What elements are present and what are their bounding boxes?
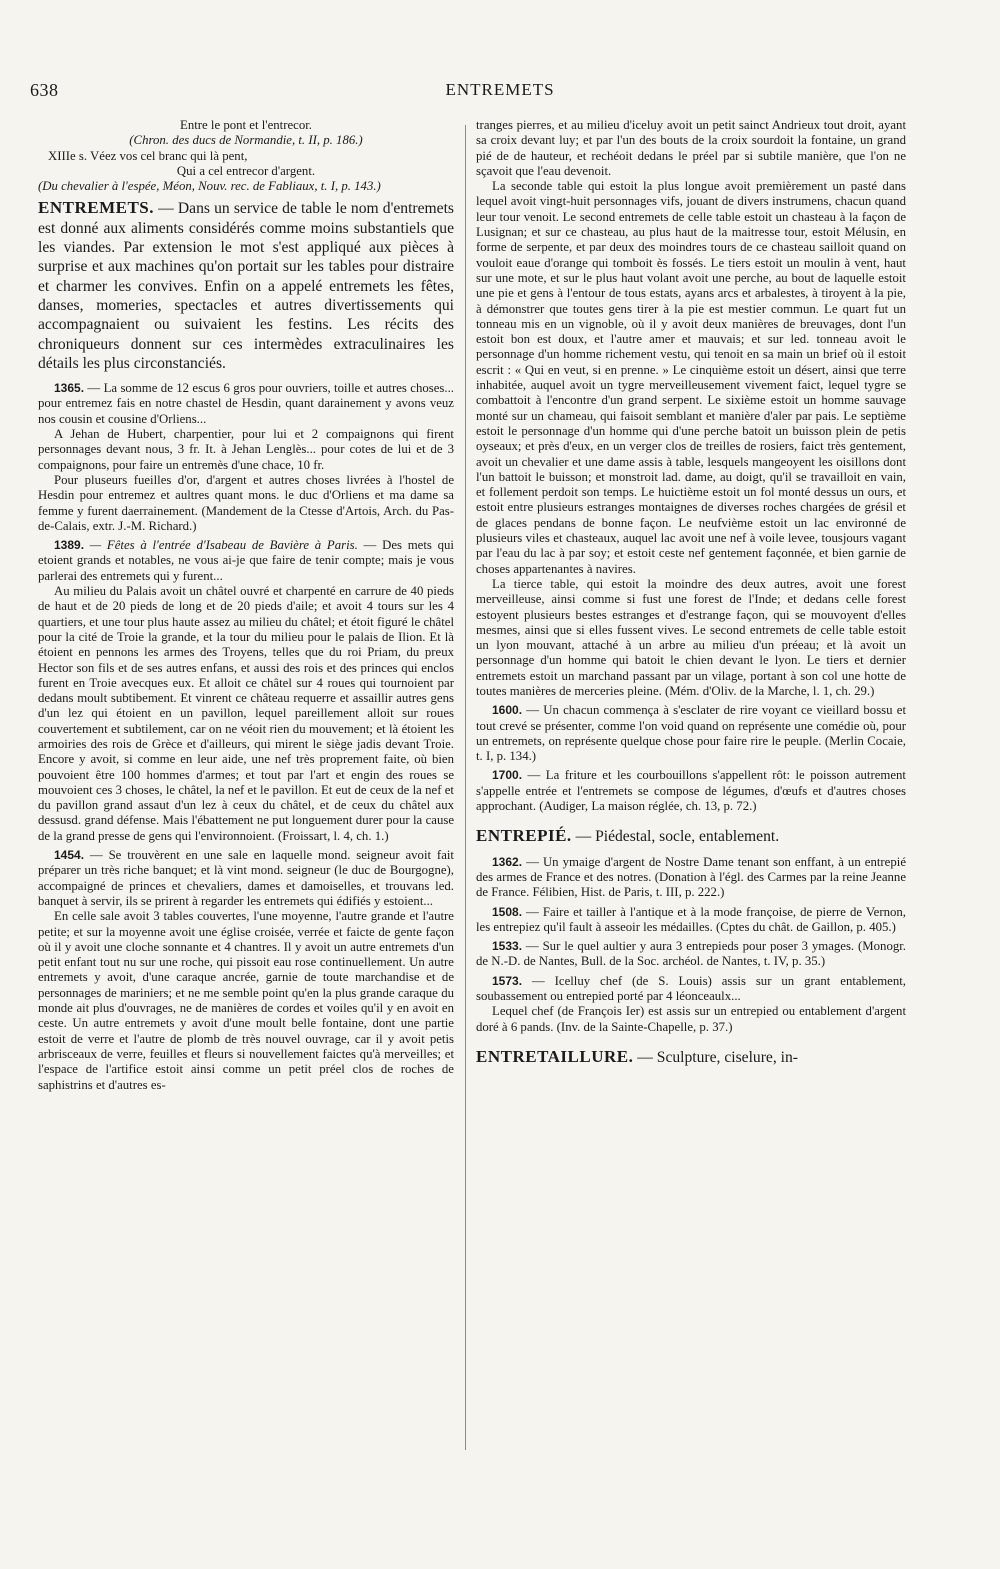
citation-source: (Chron. des ducs de Normandie, t. II, p. 186.): [129, 133, 363, 148]
citation-paragraph: Lequel chef (de François Ier) est assis sur un entrepied ou entablement d'argent doré à 6 pands. (Inv. de la Sainte-Chapelle, p. 37.): [476, 1004, 906, 1034]
citation-year: 1700.: [492, 768, 523, 783]
citation-source: (Du chevalier à l'espée, Méon, Nouv. rec. de Fabliaux, t. I, p. 143.): [38, 179, 381, 194]
citation-1389: [38, 538, 454, 584]
citation-paragraph: A Jehan de Hubert, charpentier, pour lui et 2 compaignons qui firent personnages devant nous, 3 fr. It. à Jehan Lenglès... pour cotes de lui et de 3 compaignons, pour faire un entremès d'une chace, 10 fr.: [38, 427, 454, 472]
citation-1600: [476, 703, 906, 764]
citation-1700: [476, 768, 906, 814]
column-divider: [465, 125, 466, 1450]
citation-1533: [476, 939, 906, 970]
citation-1508: [476, 905, 906, 936]
citation-paragraph: Pour pluseurs fueilles d'or, d'argent et autres choses livrées à l'hostel de Hesdin pour entremez et aultres quant mons. le duc d'Orliens et ma dame sa femme y furent daerrainement. (Mandement de la Ctesse d'Artois, Arch. du Pas-de-Calais, extr. J.-M. Richard.): [38, 472, 454, 533]
entry-entremets: [38, 198, 454, 373]
citation-year: 1362.: [492, 854, 523, 869]
citation-year: 1573.: [492, 973, 523, 988]
citation-text: — Icelluy chef (de S. Louis) assis sur un grant entablement, soubassement ou entrepied porté par 4 léonceaulx...: [476, 973, 906, 1004]
citation-text: — Un chacun commença à s'esclater de rire voyant ce vieillard bossu et tout crevé se présenter, comme l'on void quand on représente une comédie où, pour un entremets, on représente quelque chose pour faire rire le peuple. (Merlin Cocaie, t. I, p. 134.): [476, 703, 906, 764]
citation-year: 1365.: [54, 381, 85, 396]
citation-line: XIIIe s. Véez vos cel branc qui là pent,: [48, 148, 248, 163]
citation-1365: [38, 381, 454, 427]
citation-text: — Faire et tailler à l'antique et à la mode françoise, de pierre de Vernon, les entrepiez qu'il fault à asseoir les médailles. (Cptes du chât. de Gaillon, p. 405.): [476, 904, 906, 934]
entry-headword: ENTRETAILLURE.: [476, 1046, 634, 1066]
citation-paragraph: En celle sale avoit 3 tables couvertes, l'une moyenne, l'autre grande et l'autre petite; et sur la moyenne avoit une église croisée, verrée et faicte de gente façon où il y avoit une cloche sonnante et 4 chantres. Il y avoit un autre entremets d'un petit enfant tout nu sur une roche, qui pissoit eau rose continuellement. Un autre entremets y avoit, d'une caraque ancrée, garnie de toute marchandise et de personnages de mariniers; et ne me semble point qu'en la plus grande caraque du monde ait plus d'ouvrages, ne de manières de cordes et voiles qu'il y en avoit en ceste. Un autre entremets y avoit d'une moult belle fontaine, dont une partie estoit de verre et l'autre de plomb de très nouvel ouvrage, car il y avoit petis arbrisceaux de verre, feuilles et fleurs si nouvellement faictes qu'à merveilles; et l'espace de l'artifice estoit ainsi comme un petit préel clos de roches de saphistrins et d'autres es-: [38, 909, 454, 1092]
citation-text: — La somme de 12 escus 6 gros pour ouvriers, toille et autres choses... pour entremez fais en notre chastel de Hesdin, quant darainement y avons veuz nos cousin et cousine d'Orliens...: [38, 381, 454, 426]
entry-headword: ENTREMETS.: [38, 198, 154, 218]
page-header: [0, 80, 1000, 102]
running-title: ENTREMETS: [445, 80, 555, 99]
entry-entrepie: [476, 826, 906, 846]
citation-title: — Fêtes à l'entrée d'Isabeau de Bavière à Paris.: [84, 538, 358, 553]
citation-year: 1454.: [54, 848, 85, 863]
citation-paragraph: La seconde table qui estoit la plus longue avoit premièrement un pasté dans lequel avoit vingt-huit personnages vifs, jouant de divers instrumens, chacun quand leur tour venoit. Le second entremets de celle table estoit un chasteau à la façon de Lusignan; et sur ce chasteau, au plus haut de la maitresse tour, estoit Mélusin, en forme de serpente, et par deux des moindres tours de ce chasteau sailloit quand on vouloit eaue d'orange qui tomboit ès fossés. Le tiers estoit un moulin à vent, haut sur une mote, et sur le plus haut volant avoit une perche, au bout de laquelle estoit une pie et gens à l'entour de tous estats, ayans arcs et arbalestes, à tiroyent à la pie, à démonstrer que toutes gens tirer à la pie est mestier commun. Le quart fut un tonneau mis en un vignoble, où il y avoit deux manières de breuvages, dont l'un estoit bon est doux, et l'autre amer et mauvais; et sur led. tonneau avoit le personnage d'un homme richement vestu, qui tenoit en sa main un brief où il estoit escrit : « Qui en veut, si en prenne. » Le cinquième estoit un désert, ainsi que terre inhabitée, auquel avoit un tygre merveilleusement vivement faict, lequel tygre se combattoit à l'encontre d'un grand serpent. Le sixième estoit un homme sauvage monté sur un chameau, qui faisoit semblant et manière d'aler par pais. Le septième estoit le personnage d'un homme qui d'une perche batoit un buisson plein de petis oyseaux; et près d'eux, en un verger clos de treilles de rosiers, faict très gentement, avoit un chevalier et une dame assis à table, lesquels mangeoyent les oisillons dont l'un battoit le buisson; et monstroit lad. dame, au doigt, qu'il se travailloit en vain, et follement perdoit son temps. Le huictième estoit un fol monté dessus un ours, et estoit entre plusieurs estranges montaignes de diverses roches chargées de grésil et de glaces pendans de bonne façon. Le neufvième estoit un lac environné de plusieurs viles et chasteaux, auquel lac avoit une nef à voile levee, tousjours vagant par l'eau du lac à par soy; et estoit ceste nef gentement façonnée, et bien garnie de choses appartenantes à navires.: [476, 179, 906, 576]
citation-year: 1600.: [492, 703, 523, 718]
entry-definition: — Piédestal, socle, entablement.: [571, 828, 780, 846]
citation-1362: [476, 855, 906, 901]
entry-entretaillure: [476, 1047, 906, 1067]
entry-headword: ENTREPIÉ.: [476, 826, 572, 846]
citation-1454: [38, 848, 454, 909]
page-number: 638: [30, 80, 59, 100]
citation-text: — Un ymaige d'argent de Nostre Dame tenant son enffant, à un entrepié des armes de France et des notres. (Donation à l'égl. des Carmes par la reine Jeanne de France. Félibien, Hist. de Paris, t. III, p. 222.): [476, 854, 906, 900]
citation-year: 1533.: [492, 939, 523, 954]
citation-text: — Se trouvèrent en une sale en laquelle mond. seigneur avoit fait préparer un très riche banquet; et là vint mond. seigneur (le duc de Bourgogne), accompaigné de princes et chevaliers, dames et damoiselles, et trouvans led. banquet à servir, ils se prirent à regarder les entremets qui édifiés y estoient...: [38, 848, 454, 908]
citation-line: Qui a cel entrecor d'argent.: [176, 163, 316, 178]
citation-paragraph: Au milieu du Palais avoit un châtel ouvré et charpenté en carrure de 40 pieds de haut et de 20 pieds de long et de 20 pieds d'aile; et avoit 4 tours sur les 4 quartiers, et une tour plus haute assez au milieu du châtel; et étoit figuré le châtel pour la cité de Troie la grande, et la tour du milieu pour le palais de Ilion. Et là étoient en pennons les armes des Troyens, telles que du roi Priam, du preux Hector son fils et de ses autres enfans, et aussi des rois et des princes qui enclos furent en Troie avecques eux. Et alloit ce châtel sur 4 roues qui tournoient par dedans moult subtibement. Et vinrent ce château requerre et assaillir autres gens d'un lez qui étoient en un pavillon, lequel pareillement alloit sur roues couvertement et subtilement, car on ne véoit rien du mouvement; et là étoient les armoiries des rois de Grèce et d'ailleurs, qui mirent le siège jadis devant Troie. Encore y avoit, si comme en leur aide, une nef très proprement faite, où bien pouvoient être 100 hommes d'armes; et tout par l'art et engin des roues se mouvoient ces 3 choses, le châtel, la nef et le pavillon. Et eut de ceux de la nef et du pavillon grand assaut d'un lez à ceux du châtel, et de ceux du châtel aux dessusd. grand défense. Mais l'ébattement ne put longuement durer pour la cause de la grand presse de gens qui l'environnoient. (Froissart, l. 4, ch. 1.): [38, 584, 454, 843]
citation-year: 1508.: [492, 904, 523, 919]
entry-definition: — Dans un service de table le nom d'entremets est donné aux aliments considérés comme moins substantiels que les viandes. Par extension le mot s'est appliqué aux pièces à surprise et aux machines qu'on portait sur les tables pour distraire et charmer les convives. Enfin on a appelé entremets les fêtes, danses, momeries, spectacles et autres divertissements qui accompagnaient ou suivaient les festins. Les récits des chroniqueurs donnent sur ces intermèdes extraculinaires les détails les plus circonstanciés.: [38, 200, 454, 372]
entry-definition: — Sculpture, ciselure, in-: [633, 1048, 798, 1066]
left-column: [38, 118, 454, 1093]
citation-text: — Des mets qui etoient grands et notables, ne vous ai-je que faire de tenir compte; mais je vous parlerai des entremets qui y furent...: [38, 538, 454, 583]
citation-text: — Sur le quel aultier y aura 3 entrepieds pour poser 3 ymages. (Monogr. de N.-D. de Nantes, Bull. de la Soc. archéol. de Nantes, t. IV, p. 35.): [476, 939, 906, 969]
citation-paragraph: La tierce table, qui estoit la moindre des deux autres, avoit une forest merveilleuse, ainsi comme si fust une forest de l'Inde; et dedans celle forest estoyent plusieurs bestes estranges et d'estrange façon, qui se mouvoyent d'elles mesmes, ainsi que si elles fussent vives. Le second entremets de celle table estoit un lyon mouvant, attaché à un arbre au milieu d'un préeau; et là avoit un personnage d'un homme qui batoit le chien devant le lyon. Le tiers et dernier entremets estoit un marchand passant par un vilage, portant à son col une hotte de toutes manières de merceries pleine. (Mém. d'Oliv. de la Marche, l. 1, ch. 29.): [476, 576, 906, 698]
citation-paragraph: tranges pierres, et au milieu d'iceluy avoit un petit sainct Andrieux tout droit, ayant sa croix devant luy; et par l'un des bouts de la croix sourdoit la fontaine, un grand pié de de hauteur, et rechéoit dedans le préel par si subtile manière, que l'on ne sçavoit que l'eau devenoit.: [476, 118, 906, 178]
citation-line: Entre le pont et l'entrecor.: [180, 118, 312, 132]
citation-year: 1389.: [54, 538, 85, 553]
citation-1573: [476, 974, 906, 1005]
right-column: [476, 118, 906, 1075]
citation-text: — La friture et les courbouillons s'appellent rôt: le poisson autrement s'appelle entrée et l'entremets se compose de légumes, d'œufs et d'autres choses approchant. (Audiger, La maison réglée, ch. 13, p. 72.): [476, 768, 906, 814]
